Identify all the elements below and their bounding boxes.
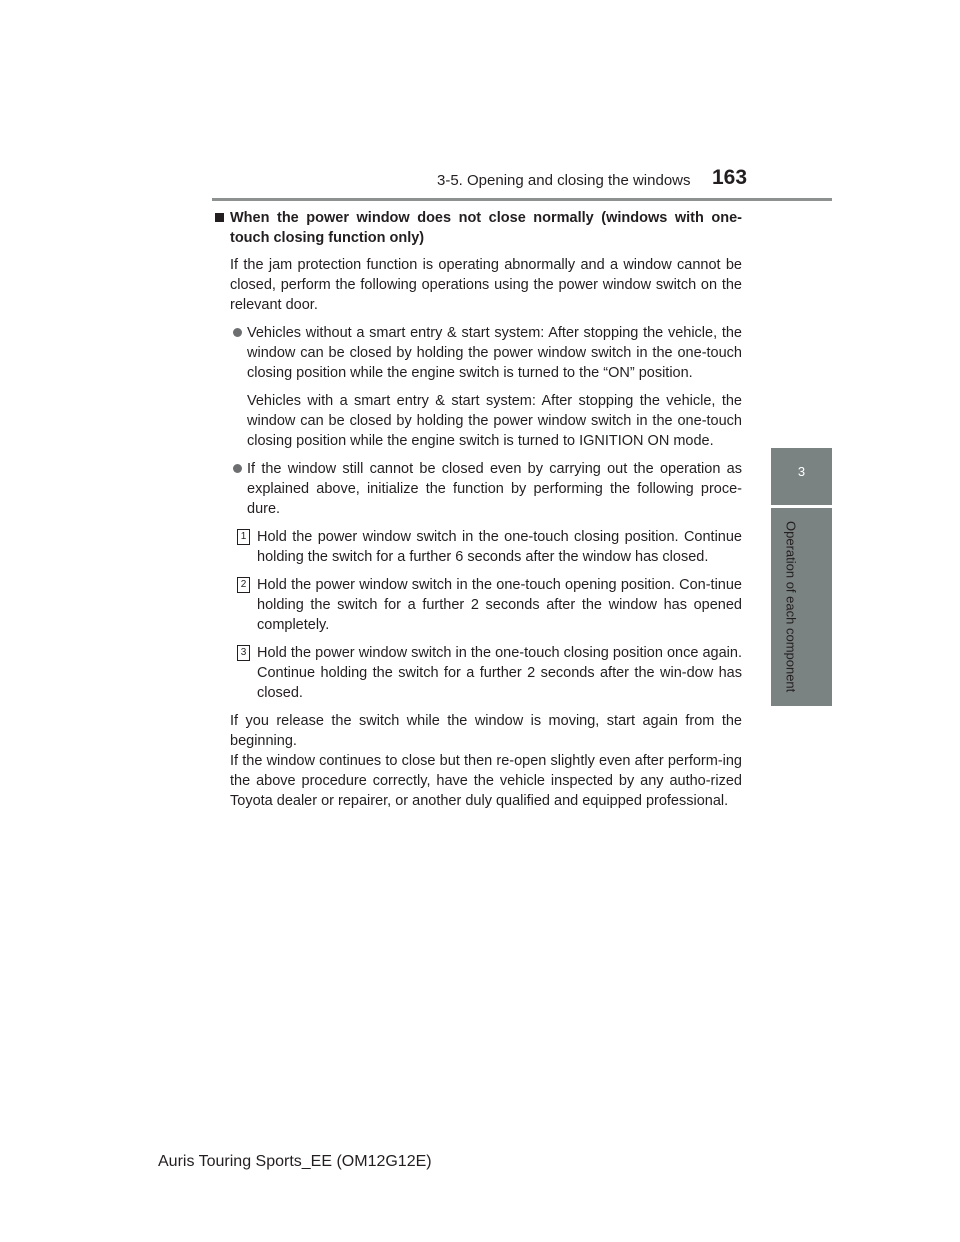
closing-paragraph bbox=[230, 711, 742, 811]
bullet-item bbox=[230, 323, 742, 383]
header-rule bbox=[212, 198, 832, 201]
step-item bbox=[237, 643, 742, 703]
chapter-tab-number: 3 bbox=[797, 464, 806, 479]
step-number-box: 1 bbox=[237, 529, 250, 545]
step-item bbox=[237, 527, 742, 567]
intro-paragraph: If the jam protection function is operating abnormally and a window cannot be closed, perform the following operations using the power window switch on the relevant door. bbox=[230, 257, 742, 313]
step-text: Hold the power window switch in the one-touch closing position once again. Continue holding the switch for a further 2 seconds after the win-dow has closed. bbox=[257, 645, 742, 701]
closing-line: If the window continues to close but then re-open slightly even after perform-ing the above procedure correctly, have the vehicle inspected by any autho-rized Toyota dealer or repairer, or another duly qualified and equipped professional. bbox=[230, 753, 742, 809]
page-number: 163 bbox=[712, 166, 748, 189]
chapter-label bbox=[771, 508, 811, 706]
section-heading-text: When the power window does not close normally (windows with one-touch closing function only) bbox=[230, 210, 742, 246]
content bbox=[212, 208, 742, 819]
circle-bullet-icon bbox=[233, 328, 242, 337]
chapter-tab bbox=[771, 448, 832, 505]
square-bullet-icon bbox=[215, 213, 224, 222]
bullet-item bbox=[230, 459, 742, 519]
step-number-box: 2 bbox=[237, 577, 250, 593]
step-text: Hold the power window switch in the one-touch opening position. Con-tinue holding the switch for a further 2 seconds after the window has opened completely. bbox=[257, 577, 742, 633]
bullet-text: If the window still cannot be closed even by carrying out the operation as explained above, initialize the function by performing the following proce-dure. bbox=[247, 461, 742, 517]
chapter-label-text: Operation of each component bbox=[783, 521, 799, 693]
closing-line: If you release the switch while the window is moving, start again from the beginning. bbox=[230, 713, 742, 749]
section-heading bbox=[212, 208, 742, 248]
step-number-box: 3 bbox=[237, 645, 250, 661]
footer-text: Auris Touring Sports_EE (OM12G12E) bbox=[158, 1153, 432, 1170]
step-item bbox=[237, 575, 742, 635]
bullet-continuation: Vehicles with a smart entry & start system: After stopping the vehicle, the window can be closed by holding the power window switch in the one-touch closing position while the engine switch is turned to IGNITION ON mode. bbox=[247, 393, 742, 449]
header-title: 3-5. Opening and closing the windows bbox=[437, 172, 691, 189]
circle-bullet-icon bbox=[233, 464, 242, 473]
step-text: Hold the power window switch in the one-touch closing position. Continue holding the switch for a further 6 seconds after the window has closed. bbox=[257, 529, 742, 565]
bullet-text: Vehicles without a smart entry & start system: After stopping the vehicle, the window can be closed by holding the power window switch in the one-touch closing position while the engine switch is turned to the “ON” position. bbox=[247, 325, 742, 381]
